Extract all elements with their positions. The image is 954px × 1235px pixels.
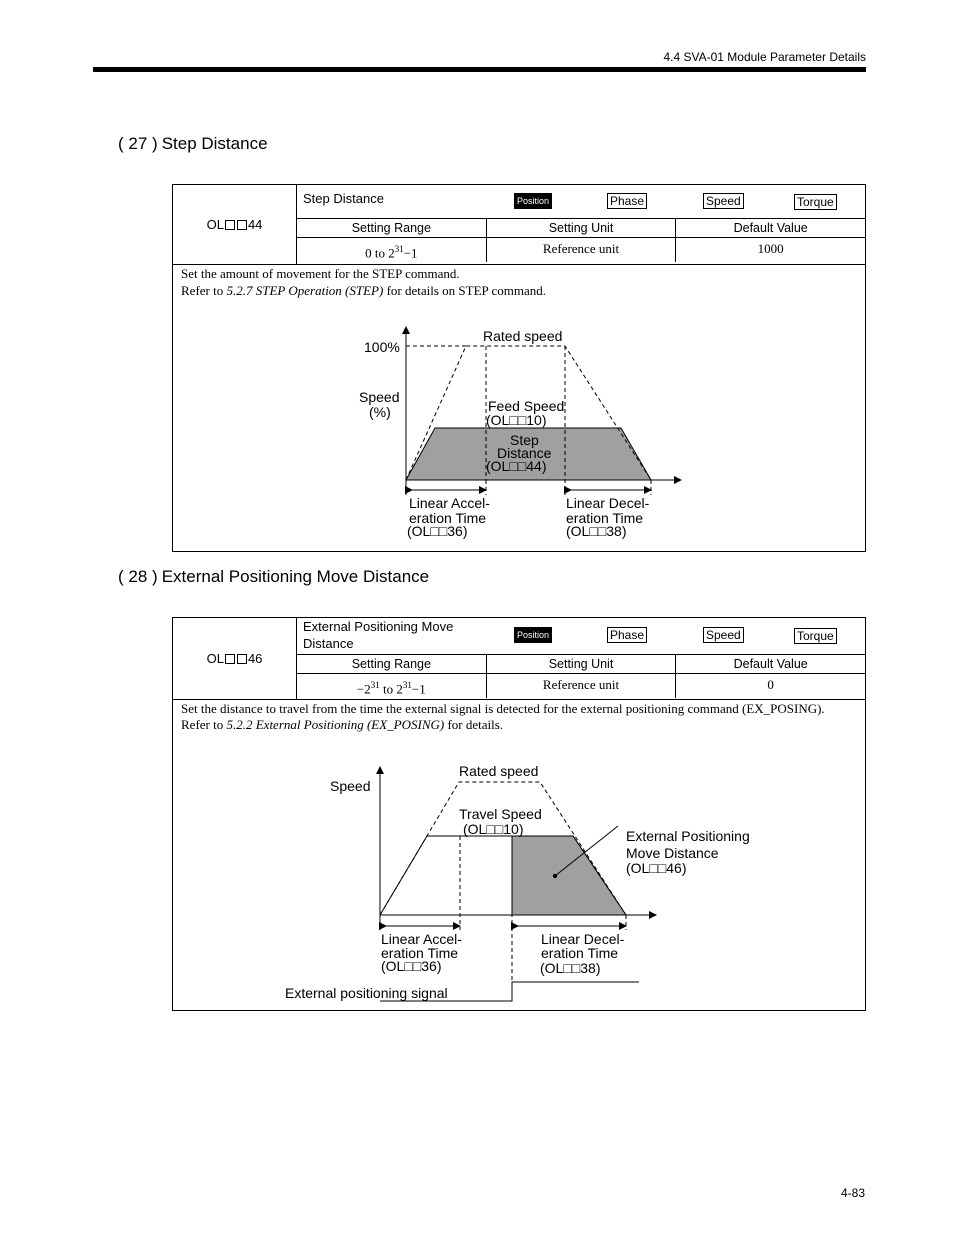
accel-label-2: eration Time [409,510,487,526]
ext-label-1: External Positioning [626,828,750,844]
description-line: Set the amount of movement for the STEP command. [181,266,460,281]
parameter-table-44 [172,184,866,552]
accel-code-label: (OL□□36) [407,523,468,539]
pct-label: 100% [364,339,400,355]
reference-link: 5.2.7 STEP Operation (STEP) [226,283,384,298]
description-reference: Refer to 5.2.2 External Positioning (EX_POSING) for details. [181,717,504,732]
ext-label-2: Move Distance [626,845,719,861]
decel-code-label: (OL□□38) [540,960,601,976]
decel-label-1: Linear Decel- [541,931,625,947]
signal-label: External positioning signal [285,985,448,1001]
setting-range-value: $-2^{31}$ to $2^{31}-1$ [356,680,426,697]
speed-label: Speed [330,778,371,794]
top-rule [93,67,866,72]
section-28-title [118,567,429,587]
placeholder-box-icon [225,220,235,230]
placeholder-box-icon [225,654,235,664]
rated-speed-label: Rated speed [459,763,539,779]
speed-badge: Speed [703,627,744,643]
setting-unit-value: Reference unit [486,674,676,698]
reference-link: 5.2.2 External Positioning (EX_POSING) [226,717,445,732]
accel-label-2: eration Time [381,945,459,961]
accel-label-1: Linear Accel- [409,495,490,511]
torque-badge: Torque [794,194,837,210]
section-number: ( 27 ) [118,134,158,153]
leader-dot [553,874,557,878]
accel-code-label: (OL□□36) [381,958,442,974]
feed-speed-label: Feed Speed [488,398,565,414]
parameter-id: OL 44 [173,185,297,264]
section-title-text: External Positioning Move Distance [161,567,430,586]
position-badge: Position [514,193,552,209]
setting-unit-value: Reference unit [486,238,676,262]
speed-badge: Speed [703,193,744,209]
setting-range-value: 0 to $2^{31}-1$ [365,244,418,261]
ext-code-label: (OL□□46) [626,860,687,876]
distance-label: Distance [497,445,552,461]
feed-code-label: (OL□□10) [486,412,547,428]
accel-label-1: Linear Accel- [381,931,462,947]
speed-unit-label: (%) [369,404,391,420]
speed-label: Speed [359,389,400,405]
step-label: Step [510,432,539,448]
setting-unit-header: Setting Unit [486,219,676,237]
step-distance-diagram [173,265,865,552]
description-reference: Refer to 5.2.7 STEP Operation (STEP) for details on STEP command. [181,283,547,298]
description-line: Set the distance to travel from the time the external signal is detected for the external positioning command (EX_POSING). [181,701,825,716]
default-value-header: Default Value [675,219,865,237]
setting-unit-header: Setting Unit [486,655,676,673]
default-value: 1000 [675,238,865,262]
parameter-id: OL 46 [173,618,297,699]
section-title-text: Step Distance [161,134,268,153]
parameter-name: Step Distance [303,191,384,206]
section-number: ( 28 ) [118,567,158,586]
rated-speed-label: Rated speed [483,328,563,344]
decel-code-label: (OL□□38) [566,523,627,539]
setting-range-header: Setting Range [351,657,431,671]
decel-label-2: eration Time [541,945,619,961]
running-head: 4.4 SVA-01 Module Parameter Details [663,50,866,64]
placeholder-box-icon [237,220,247,230]
decel-label-2: eration Time [566,510,644,526]
placeholder-box-icon [237,654,247,664]
section-27-title [118,134,268,154]
parameter-description [173,700,865,1011]
parameter-description [173,265,865,552]
decel-label-1: Linear Decel- [566,495,650,511]
default-value-header: Default Value [675,655,865,673]
torque-badge: Torque [794,628,837,644]
travel-code-label: (OL□□10) [463,821,524,837]
parameter-name: External Positioning Move Distance [303,619,454,651]
step-code-label: (OL□□44) [486,458,547,474]
page-number: 4-83 [840,1186,865,1200]
position-badge: Position [514,627,552,643]
default-value: 0 [675,674,865,698]
travel-speed-label: Travel Speed [459,806,542,822]
setting-range-header: Setting Range [351,221,431,235]
parameter-table-46 [172,617,866,1011]
phase-badge: Phase [607,627,647,643]
phase-badge: Phase [607,193,647,209]
external-positioning-diagram [173,700,865,1011]
external-move-area [512,836,626,915]
